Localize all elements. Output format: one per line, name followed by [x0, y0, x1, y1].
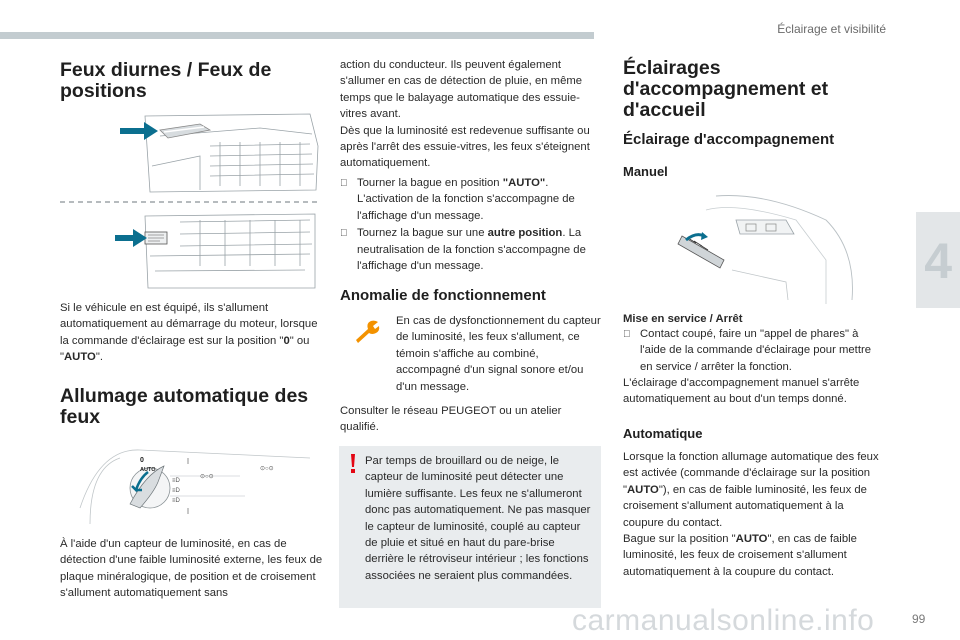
steering-wheel-stalk-illustration — [676, 190, 864, 308]
wrench-warning-icon — [352, 318, 382, 344]
page-number: 99 — [912, 612, 926, 626]
header-bar — [0, 32, 594, 39]
auto-lighting-paragraph: À l'aide d'un capteur de luminosité, en cas de détection d'une faible luminosité externe, les feux de plaque minéralogique, de position et de croisement s'allument automatiquement sans — [60, 538, 323, 600]
figure-headlamp-flash — [676, 190, 864, 308]
bullet-marker-icon — [623, 326, 640, 375]
automatic-text — [623, 449, 885, 580]
warning-paragraph: Par temps de brouillard ou de neige, le capteur de luminosité peut détecter une lumière suffisante. Les feux ne s'allumeront donc pas automatiquement. Ne pas masquer le capteur de luminosité, couplé au capteur de pluie et situé en haut du pare-brise derrière le rétroviseur intérieur ; les fonctions associées ne seraient plus commandées. — [365, 455, 591, 582]
title-guide-me-home: Éclairages d'accompagnement et d'accueil — [623, 57, 829, 121]
title-daytime-lights: Feux diurnes / Feux de positions — [60, 59, 272, 102]
bullet-marker-icon — [340, 225, 357, 274]
daytime-lights-paragraph: Si le véhicule en est équipé, ils s'allument automatiquement au démarrage du moteur, lorsque la commande d'éclairage est sur la position "0" ou "AUTO". — [60, 302, 318, 364]
svg-text:⊙○⊙: ⊙○⊙ — [260, 466, 274, 472]
figure-front-lights — [60, 106, 320, 294]
svg-text:≡D: ≡D — [172, 488, 180, 494]
subtitle-follow-me-lighting: Éclairage d'accompagnement — [623, 131, 835, 148]
chapter-number: 4 — [924, 233, 952, 289]
svg-text:≡D: ≡D — [172, 498, 180, 504]
title-malfunction: Anomalie de fonctionnement — [340, 287, 546, 304]
figure-lighting-stalk — [60, 438, 322, 530]
title-auto-lighting: Allumage automatique des feux — [60, 385, 309, 428]
service-paragraph: L'éclairage d'accompagnement manuel s'arrête automatiquement au bout d'un temps donné. — [623, 377, 860, 406]
subtitle-manual: Manuel — [623, 164, 668, 179]
bullet-auto-off: Tournez la bague sur une autre position. La neutralisation de la fonction s'accompagne de l'affichage d'un message. — [340, 225, 604, 274]
service-bullet: Contact coupé, faire un "appel de phares" à l'aide de la commande d'éclairage pour mettre en service / arrêter la fonction. — [623, 326, 885, 375]
stalk-label-zero: 0 — [140, 457, 144, 464]
auto-lighting-cont-para2: Dès que la luminosité est redevenue suffisante ou après l'arrêt des essuie-vitres, les feux s'éteignent automatiquement. — [340, 124, 590, 170]
svg-text:≡D: ≡D — [172, 478, 180, 484]
subtitle-service: Mise en service / Arrêt — [623, 313, 743, 325]
auto-bullets — [340, 175, 604, 274]
svg-text:⊙○⊙: ⊙○⊙ — [200, 474, 214, 480]
stalk-label-auto: AUTO — [140, 467, 156, 473]
subtitle-automatic: Automatique — [623, 426, 703, 441]
auto-lighting-continued — [340, 57, 604, 172]
bullet-auto-on: Tourner la bague en position "AUTO". L'activation de la fonction s'accompagne de l'affichage d'un message. — [340, 175, 604, 224]
bullet-marker-icon — [340, 175, 357, 224]
exclamation-warning-icon — [348, 454, 358, 474]
automatic-para1: Lorsque la fonction allumage automatique des feux est activée (commande d'éclairage sur la position "AUTO"), en cas de faible luminosité, les feux de croisement s'allument automatiquement à la coupure du contact. — [623, 451, 879, 529]
watermark: carmanualsonline.info — [572, 604, 875, 637]
lighting-stalk-illustration — [60, 438, 322, 530]
auto-lighting-cont-para1: action du conducteur. Ils peuvent également s'allumer en cas de détection de pluie, en même temps que le balayage automatique des essuie-vitres avant. — [340, 59, 583, 121]
consult-paragraph: Consulter le réseau PEUGEOT ou un atelier qualifié. — [340, 405, 562, 434]
front-car-illustration — [60, 106, 320, 294]
section-title: Éclairage et visibilité — [777, 22, 886, 36]
malfunction-paragraph: En cas de dysfonctionnement du capteur de luminosité, les feux s'allument, ce témoin s'affiche au combiné, accompagné d'un signal sonore et/ou d'un message. — [396, 315, 601, 393]
automatic-para2: Bague sur la position "AUTO", en cas de faible luminosité, les feux de croisement s'allument automatiquement à la coupure du contact. — [623, 533, 857, 578]
